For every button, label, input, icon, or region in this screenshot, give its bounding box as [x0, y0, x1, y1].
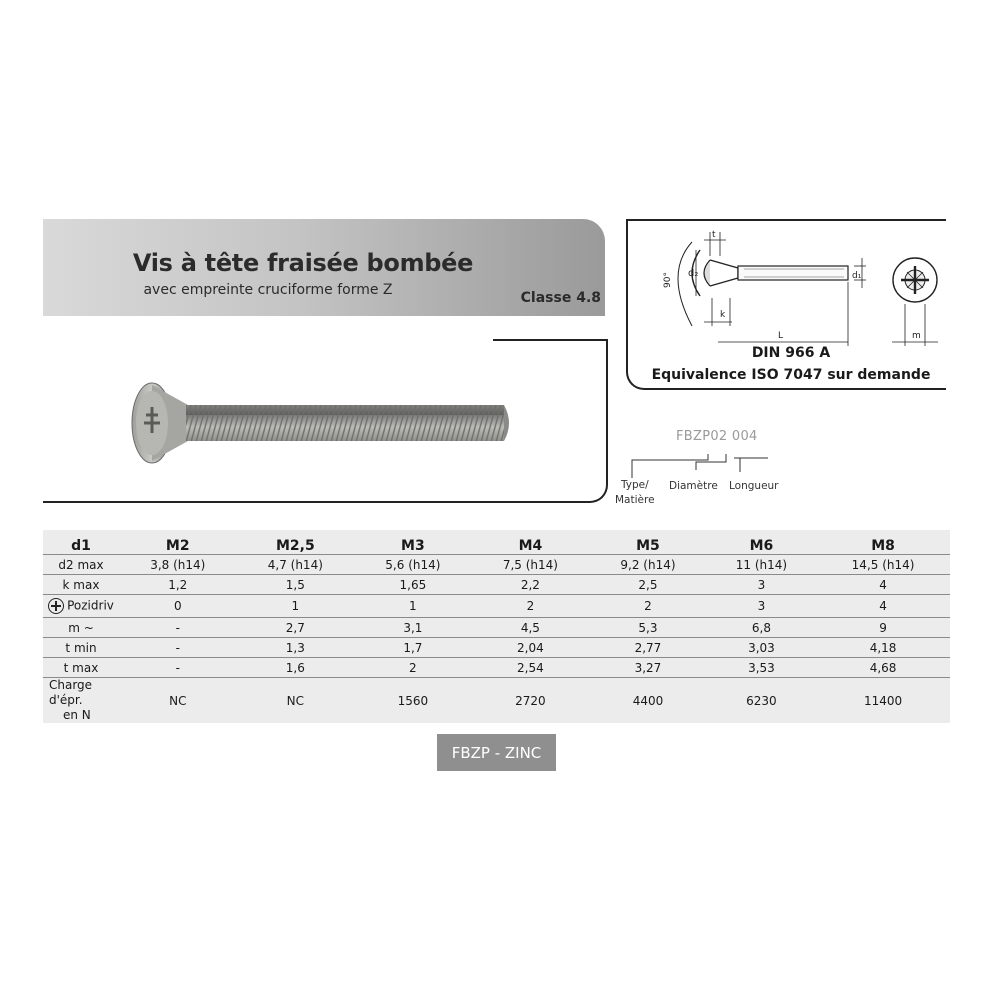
table-cell: 2 — [354, 658, 472, 678]
header-cell: M2 — [165, 538, 190, 554]
table-cell: 2,77 — [589, 638, 707, 658]
row-label: t min — [43, 638, 119, 658]
table-cell: 3 — [707, 575, 816, 595]
row-label: t max — [43, 658, 119, 678]
row-label: d2 max — [43, 555, 119, 575]
code-label-matiere: Matière — [615, 494, 655, 506]
finish-badge: FBZP - ZINC — [437, 734, 556, 771]
row-label: m ~ — [43, 618, 119, 638]
table-cell: 11 (h14) — [707, 555, 816, 575]
article-code: FBZP02 004 — [676, 429, 758, 444]
table-cell: 1 — [237, 595, 355, 618]
table-row — [43, 595, 950, 618]
row-label-charge — [43, 678, 119, 724]
table-cell: NC — [237, 678, 355, 724]
header-cell: M6 — [749, 538, 774, 554]
table-cell: NC — [119, 678, 237, 724]
table-cell: 2720 — [472, 678, 590, 724]
table-cell: 4400 — [589, 678, 707, 724]
table-row — [43, 638, 950, 658]
table-cell: 3,03 — [707, 638, 816, 658]
table-cell: 3,1 — [354, 618, 472, 638]
code-label-type: Type/ — [621, 479, 649, 491]
table-cell: 1 — [354, 595, 472, 618]
table-cell: 2,7 — [237, 618, 355, 638]
din-standard: DIN 966 A — [751, 345, 831, 361]
row-label: en N — [63, 708, 91, 722]
table-cell: 2,04 — [472, 638, 590, 658]
table-cell: - — [119, 638, 237, 658]
table-cell: 5,6 (h14) — [354, 555, 472, 575]
d1-label: d₁ — [852, 271, 862, 281]
class-label: Classe 4.8 — [520, 290, 601, 306]
table-cell: 9 — [816, 618, 950, 638]
table-cell: - — [119, 658, 237, 678]
table-cell: 1560 — [354, 678, 472, 724]
header-cell: M4 — [518, 538, 543, 554]
header-cell-d1: d1 — [71, 538, 91, 554]
table-cell: 1,6 — [237, 658, 355, 678]
table-cell: 2 — [589, 595, 707, 618]
header-cell: M5 — [636, 538, 660, 554]
table-cell: 5,3 — [589, 618, 707, 638]
code-bracket-lines — [610, 450, 770, 480]
table-cell: 6,8 — [707, 618, 816, 638]
code-label-longueur: Longueur — [729, 480, 779, 492]
iso-equivalence: Equivalence ISO 7047 sur demande — [651, 367, 931, 383]
table-cell: 1,7 — [354, 638, 472, 658]
table-cell: 6230 — [707, 678, 816, 724]
product-title: Vis à tête fraisée bombée — [132, 249, 474, 277]
table-cell: 0 — [119, 595, 237, 618]
table-cell: 4,7 (h14) — [237, 555, 355, 575]
table-cell: 11400 — [816, 678, 950, 724]
table-cell: 1,5 — [237, 575, 355, 595]
L-label: L — [778, 331, 784, 341]
header-cell: M2,5 — [275, 538, 315, 554]
table-cell: 4 — [816, 575, 950, 595]
row-label: Pozidriv — [67, 598, 114, 613]
table-cell: 1,3 — [237, 638, 355, 658]
table-cell: 3,53 — [707, 658, 816, 678]
row-label-pozidriv — [43, 595, 119, 618]
code-label-diametre: Diamètre — [669, 480, 718, 492]
table-cell: 2,54 — [472, 658, 590, 678]
photo-frame-top-line — [493, 339, 608, 341]
table-row — [43, 555, 950, 575]
angle-label: 90° — [663, 272, 673, 288]
table-cell: 9,2 (h14) — [589, 555, 707, 575]
table-cell: 4,5 — [472, 618, 590, 638]
title-band — [43, 219, 605, 316]
t-label: t — [712, 230, 716, 240]
table-cell: 1,65 — [354, 575, 472, 595]
product-subtitle: avec empreinte cruciforme forme Z — [143, 282, 393, 298]
spec-table — [43, 530, 950, 723]
table-row — [43, 618, 950, 638]
row-label: k max — [43, 575, 119, 595]
table-cell: 4,68 — [816, 658, 950, 678]
table-row — [43, 575, 950, 595]
k-label: k — [720, 310, 726, 320]
table-cell: 4,18 — [816, 638, 950, 658]
technical-drawing — [660, 228, 945, 346]
table-cell: 3 — [707, 595, 816, 618]
table-cell: 4 — [816, 595, 950, 618]
pozidriv-icon — [48, 598, 64, 614]
table-cell: 3,27 — [589, 658, 707, 678]
table-cell: 14,5 (h14) — [816, 555, 950, 575]
table-cell: 1,2 — [119, 575, 237, 595]
table-cell: 2,2 — [472, 575, 590, 595]
table-cell: 3,8 (h14) — [119, 555, 237, 575]
table-cell: 2 — [472, 595, 590, 618]
d2-label: d₂ — [688, 268, 699, 279]
table-cell: 7,5 (h14) — [472, 555, 590, 575]
header-cell: M3 — [401, 538, 425, 554]
screw-photo — [128, 375, 518, 467]
m-label: m — [912, 331, 921, 341]
table-cell: - — [119, 618, 237, 638]
header-cell: M8 — [871, 538, 895, 554]
table-row — [43, 678, 950, 724]
table-header-row — [43, 530, 950, 555]
table-row — [43, 658, 950, 678]
table-cell: 2,5 — [589, 575, 707, 595]
row-label: Charge d'épr. — [49, 678, 93, 707]
